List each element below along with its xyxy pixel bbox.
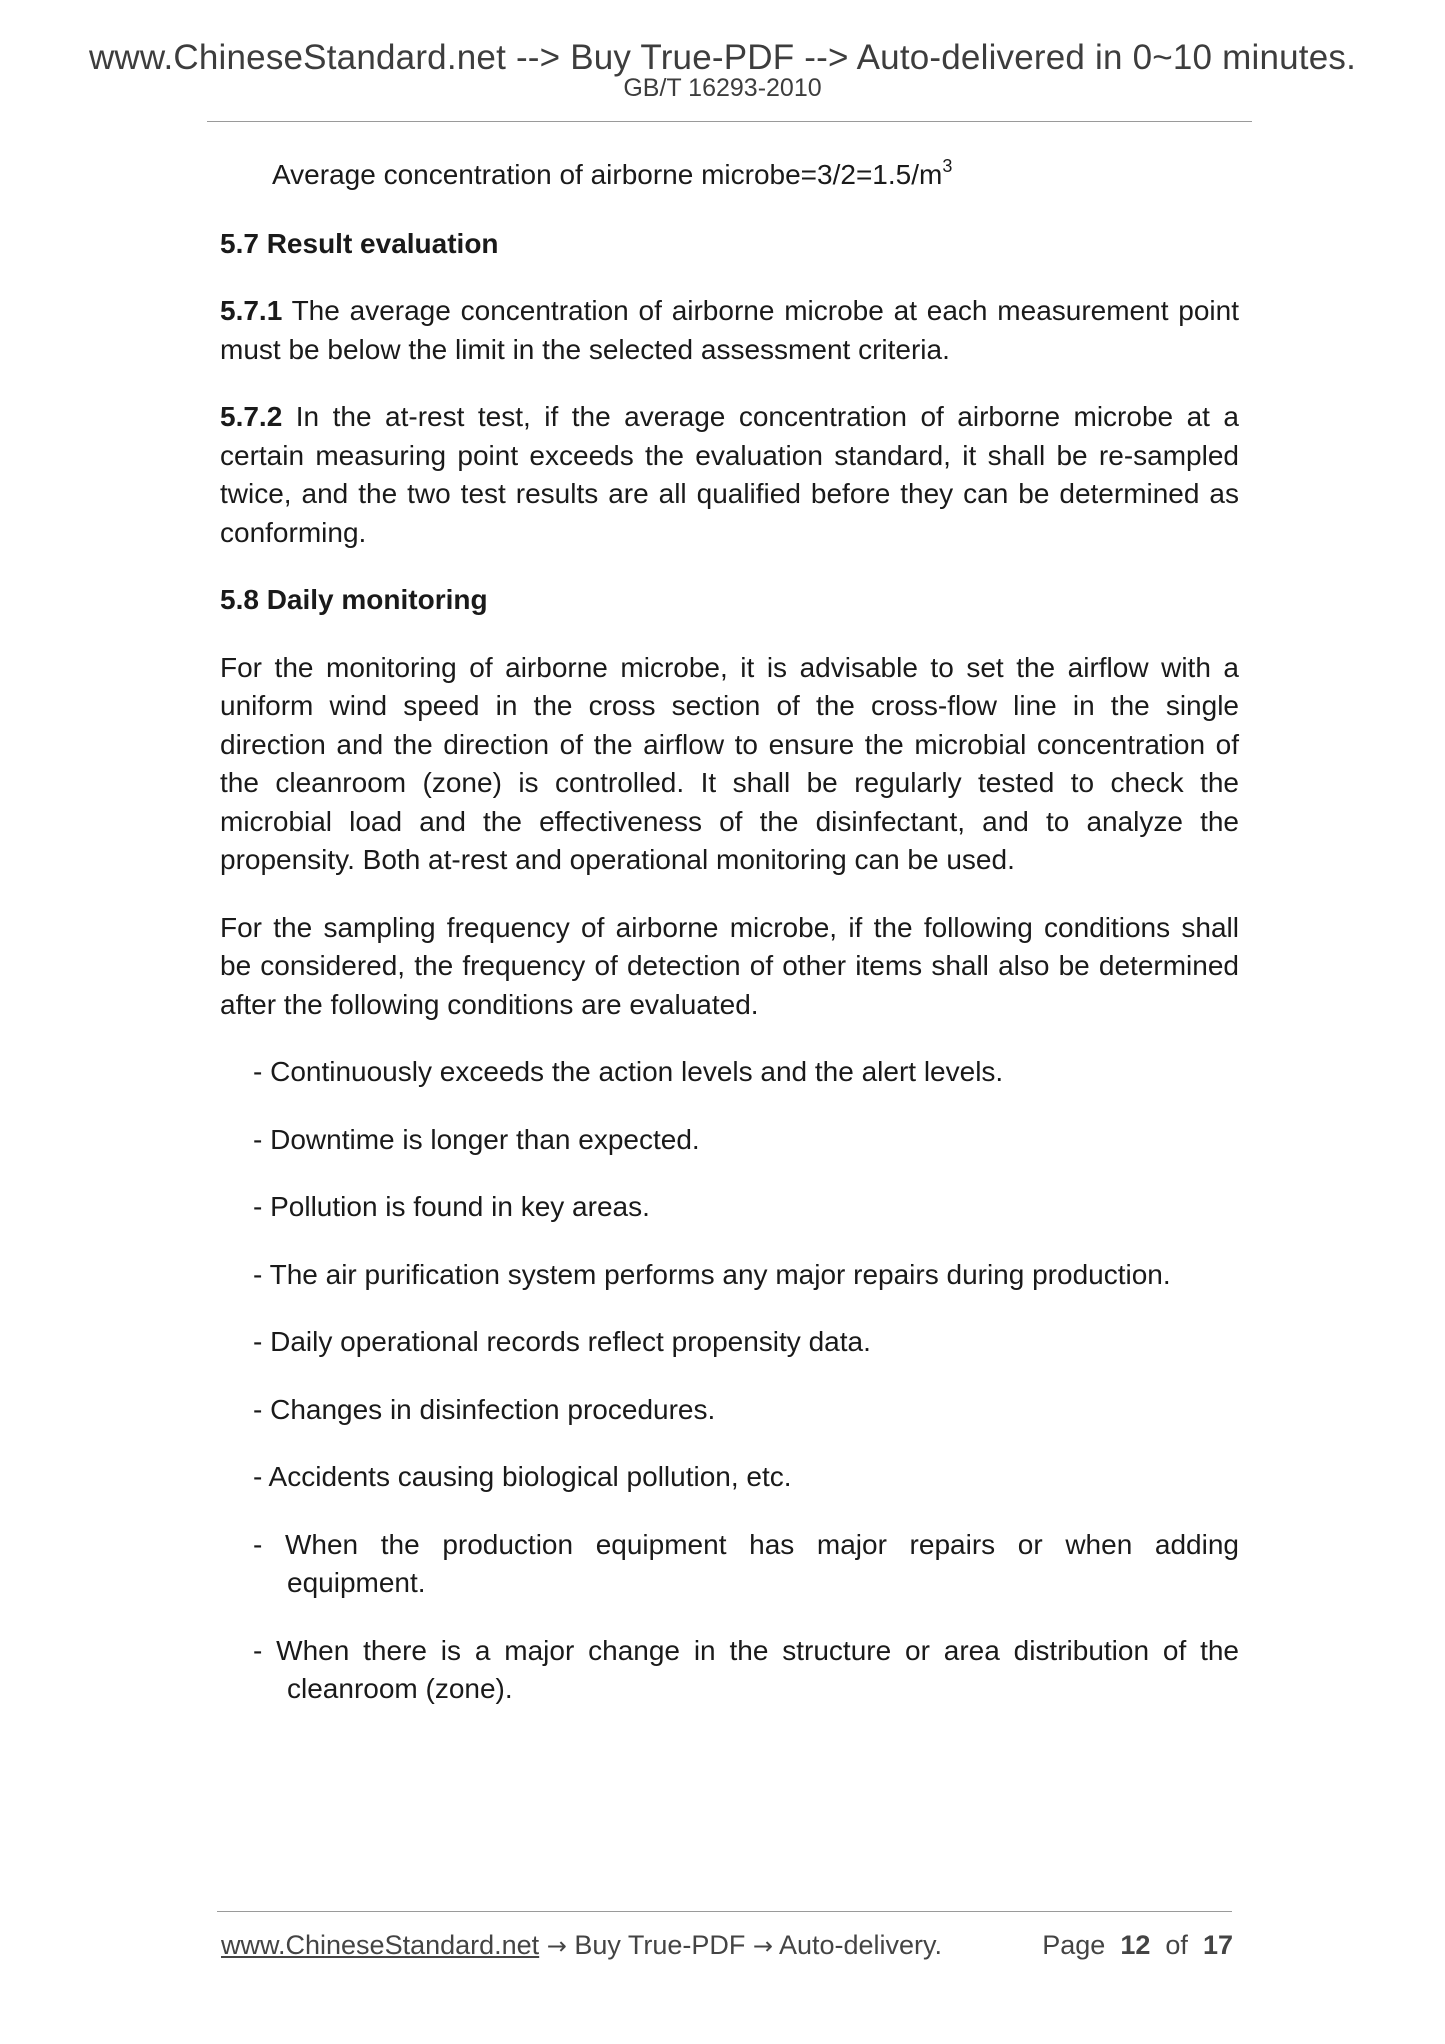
clause-5-7-2-number: 5.7.2 xyxy=(220,401,283,432)
header-banner: www.ChineseStandard.net --> Buy True-PDF --> Auto-delivered in 0~10 minutes. xyxy=(88,38,1357,77)
list-item: - Changes in disinfection procedures. xyxy=(253,1393,716,1425)
list-item: - When the production equipment has major repairs or when adding equipment. xyxy=(253,1528,1239,1598)
section-5-7-heading: 5.7 Result evaluation xyxy=(220,227,499,259)
clause-5-7-2: 5.7.2 In the at-rest test, if the average concentration of airborne microbe at a certain measuring point exceeds the evaluation standard, it shall be re-sampled twice, and the two test results are all qualified before they can be determined as conforming. xyxy=(220,401,1239,548)
list-item: - Continuously exceeds the action levels and the alert levels. xyxy=(253,1056,1004,1087)
document-body xyxy=(220,150,1239,1709)
footer-divider xyxy=(217,1911,1232,1912)
cubic-superscript: 3 xyxy=(942,156,953,176)
list-item: - Downtime is longer than expected. xyxy=(253,1123,700,1155)
list-item: - Accidents causing biological pollution, etc. xyxy=(253,1461,792,1492)
footer-buy-text: Buy True-PDF xyxy=(566,1930,753,1960)
website-link[interactable]: www.ChineseStandard.net xyxy=(221,1930,540,1960)
sampling-frequency-paragraph: For the sampling frequency of airborne microbe, if the following conditions shall be considered, the frequency of detection of other items shall also be determined after the following conditions are evaluated. xyxy=(220,911,1239,1020)
list-item: - The air purification system performs any major repairs during production. xyxy=(253,1258,1171,1290)
list-item: - When there is a major change in the structure or area distribution of the cleanroom (zone). xyxy=(253,1634,1239,1704)
list-item: - Pollution is found in key areas. xyxy=(253,1191,650,1222)
average-concentration-line: Average concentration of airborne $microbe=3/2=1.5/m^3$ xyxy=(272,156,953,190)
clause-5-7-1-number: 5.7.1 xyxy=(220,295,283,326)
arrow-right-icon: → xyxy=(546,1932,567,1960)
list-item: - Daily operational records reflect propensity data. xyxy=(253,1326,871,1357)
header-divider xyxy=(207,121,1252,122)
page-number: Page 12 of 17 xyxy=(1042,1930,1233,1960)
section-5-8-heading: 5.8 Daily monitoring xyxy=(220,584,488,615)
page-footer xyxy=(221,1929,1233,1962)
arrow-right-icon: → xyxy=(752,1932,773,1960)
document-code: GB/T 16293-2010 xyxy=(623,74,822,102)
monitoring-paragraph: For the monitoring of airborne microbe, it is advisable to set the airflow with a uniform wind speed in the cross section of the cross-flow line in the single direction and the direction of the airflow to ensure the microbial concentration of the cleanroom (zone) is controlled. It shall be regularly tested to check the microbial load and the effectiveness of the disinfectant, and to analyze the propensity. Both at-rest and operational monitoring can be used. xyxy=(220,651,1239,875)
clause-5-7-1: 5.7.1 The average concentration of airborne microbe at each measurement point must be below the limit in the selected assessment criteria. xyxy=(220,295,1239,365)
footer-auto-text: Auto-delivery. xyxy=(772,1930,943,1960)
